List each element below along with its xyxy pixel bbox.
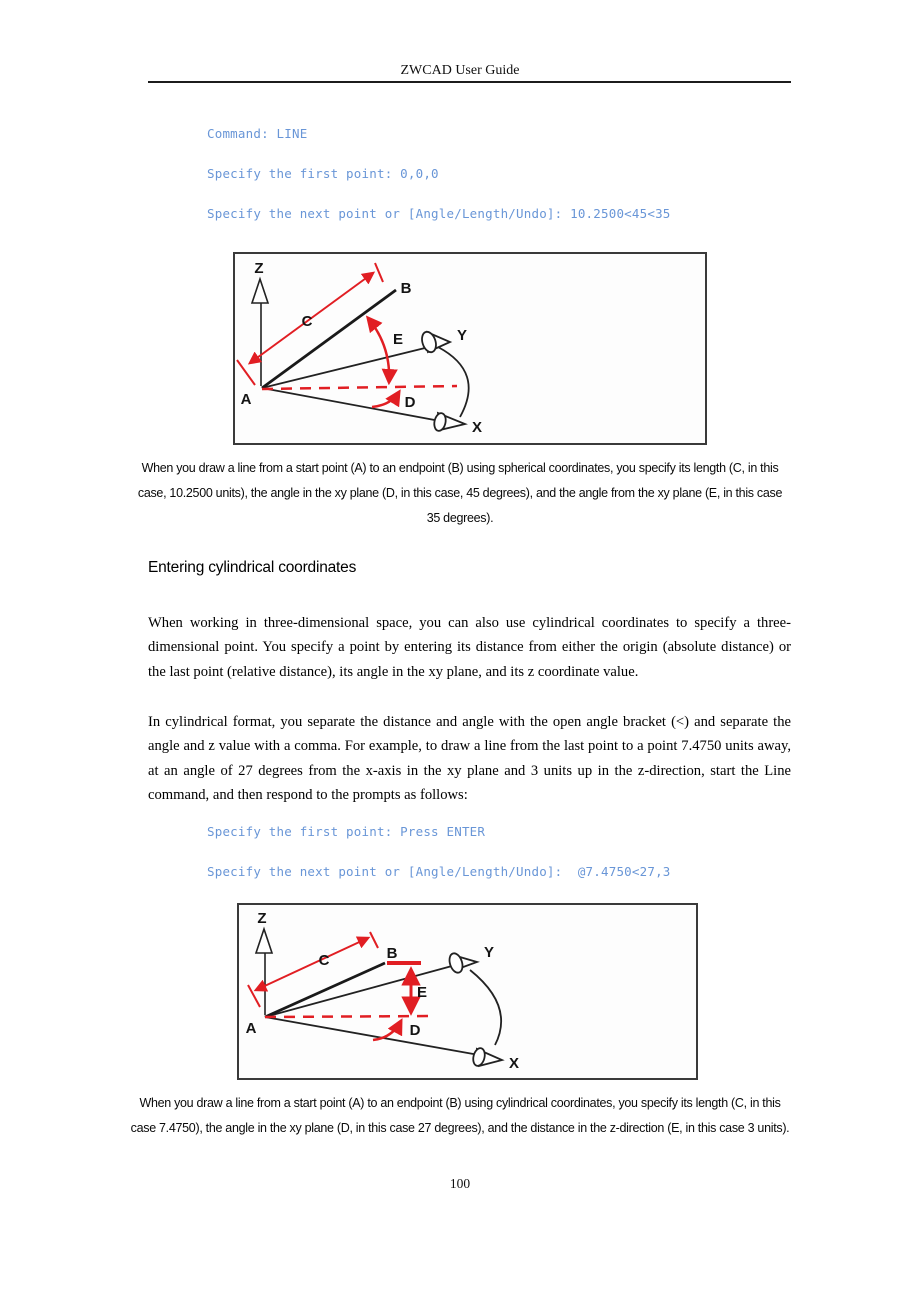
body-paragraph: When working in three-dimensional space, you can also use cylindrical coordinates to specify a three-dimensional point. You specify a point by entering its distance from either the origin (absolute distance) or the last point (relative distance), its angle in the xy plane, and its z coordinate value. (148, 615, 791, 680)
command-prompt-line: Specify the next point or [Angle/Length/Undo]: 10.2500<45<35 (207, 206, 671, 221)
section-heading: Entering cylindrical coordinates (148, 559, 357, 576)
label-x: X (508, 1055, 520, 1072)
spherical-coordinates-figure (233, 252, 707, 450)
label-d: D (404, 394, 416, 411)
command-prompt-line: Command: LINE (207, 126, 308, 141)
label-b: B (400, 280, 412, 297)
label-e: E (392, 331, 404, 348)
page-number: 100 (449, 1176, 471, 1191)
label-d: D (409, 1022, 421, 1039)
label-y: Y (483, 944, 495, 961)
label-e: E (416, 984, 428, 1001)
label-c: C (318, 952, 330, 969)
cylindrical-coordinates-figure (237, 903, 698, 1085)
figure-border (234, 253, 706, 444)
label-b: B (386, 945, 398, 962)
label-c: C (301, 313, 313, 330)
command-prompt-line: Specify the next point or [Angle/Length/Undo]: @7.4750<27,3 (207, 864, 671, 879)
label-y: Y (456, 327, 468, 344)
label-z: Z (254, 260, 264, 277)
header-rule (148, 81, 791, 83)
label-x: X (471, 419, 483, 436)
command-prompt-line: Specify the first point: Press ENTER (207, 824, 486, 839)
label-a: A (240, 391, 252, 408)
body-paragraph: In cylindrical format, you separate the distance and angle with the open angle bracket (<) and separate the angle and z value with a comma. For example, to draw a line from the last point to a point 7.4750 units away, at an angle of 27 degrees from the x-axis in the xy plane and 3 units up in the z-direction, start the Line command, and then respond to the prompts as follows: (148, 714, 791, 804)
label-a: A (245, 1020, 257, 1037)
figure-caption: When you draw a line from a start point (A) to an endpoint (B) using spherical coordinates, you specify its length (C, in this case, 10.2500 units), the angle in the xy plane (D, in this case, 45 degrees), and the angle from the xy plane (E, in this case 35 degrees). (137, 461, 783, 525)
header-title: ZWCAD User Guide (400, 63, 520, 78)
figure-caption: When you draw a line from a start point (A) to an endpoint (B) using cylindrical coordinates, you specify its length (C, in this case 7.4750), the angle in the xy plane (D, in this case 27 degrees), and the distance in the z-direction (E, in this case 3 units). (130, 1096, 790, 1135)
label-z: Z (257, 910, 267, 927)
command-prompt-line: Specify the first point: 0,0,0 (207, 166, 439, 181)
